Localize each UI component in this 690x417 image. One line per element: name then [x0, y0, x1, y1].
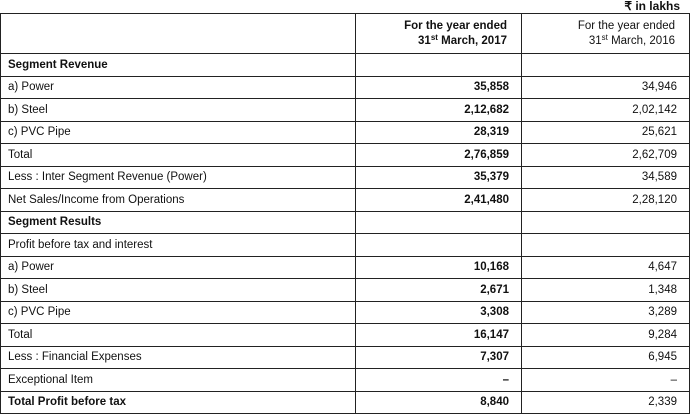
table-row [1, 324, 690, 347]
value-2017: 8,840 [356, 391, 522, 414]
header-2016-day: 31 [588, 34, 602, 47]
row-label: Exceptional Item [1, 369, 356, 392]
header-row [1, 14, 690, 54]
table-row [1, 346, 690, 369]
value-2017: 35,379 [356, 166, 522, 189]
row-label: Total [1, 144, 356, 167]
value-2016: 6,945 [522, 346, 690, 369]
row-label: Profit before tax and interest [1, 234, 356, 257]
value-2017: 2,41,480 [356, 189, 522, 212]
header-2017-day: 31 [418, 34, 431, 47]
value-2016: 9,284 [522, 324, 690, 347]
value-2017: 7,307 [356, 346, 522, 369]
table-row [1, 99, 690, 122]
row-label: Net Sales/Income from Operations [1, 189, 356, 212]
value-2016 [522, 54, 690, 77]
header-2017-sup: st [430, 32, 438, 42]
value-2017: 2,671 [356, 279, 522, 302]
header-2017-rest: March, 2017 [437, 34, 507, 47]
header-2016-rest: March, 2016 [607, 34, 675, 47]
header-blank [1, 14, 356, 54]
value-2016: 4,647 [522, 256, 690, 279]
row-label: Segment Results [1, 211, 356, 234]
value-2017 [356, 54, 522, 77]
table-row [1, 391, 690, 414]
row-label: a) Power [1, 256, 356, 279]
row-label: Total Profit before tax [1, 391, 356, 414]
header-2017-line1: For the year ended [404, 19, 507, 32]
table-row [1, 76, 690, 99]
table-row [1, 279, 690, 302]
table-row [1, 301, 690, 324]
value-2017: 28,319 [356, 121, 522, 144]
value-2016: 34,589 [522, 166, 690, 189]
row-label: b) Steel [1, 99, 356, 122]
row-label: a) Power [1, 76, 356, 99]
value-2017: 3,308 [356, 301, 522, 324]
value-2017 [356, 234, 522, 257]
value-2016: 2,62,709 [522, 144, 690, 167]
value-2016: 2,339 [522, 391, 690, 414]
value-2016: 2,02,142 [522, 99, 690, 122]
table-row [1, 234, 690, 257]
row-label: c) PVC Pipe [1, 121, 356, 144]
value-2016 [522, 211, 690, 234]
value-2017: 16,147 [356, 324, 522, 347]
header-2016 [522, 14, 690, 54]
table-row [1, 166, 690, 189]
row-label: Less : Financial Expenses [1, 346, 356, 369]
value-2016: 3,289 [522, 301, 690, 324]
row-label: Less : Inter Segment Revenue (Power) [1, 166, 356, 189]
row-label: Segment Revenue [1, 54, 356, 77]
header-2017 [356, 14, 522, 54]
value-2016: 1,348 [522, 279, 690, 302]
table-row [1, 144, 690, 167]
value-2016 [522, 234, 690, 257]
segment-table [0, 13, 690, 414]
value-2017 [356, 211, 522, 234]
table-row [1, 256, 690, 279]
table-row [1, 369, 690, 392]
unit-label: ₹ in lakhs [624, 0, 680, 13]
table-row [1, 211, 690, 234]
table-row [1, 54, 690, 77]
header-2016-sup: st [601, 32, 608, 42]
value-2016: 25,621 [522, 121, 690, 144]
row-label: Total [1, 324, 356, 347]
row-label: b) Steel [1, 279, 356, 302]
value-2016: 2,28,120 [522, 189, 690, 212]
row-label: c) PVC Pipe [1, 301, 356, 324]
value-2017: 2,76,859 [356, 144, 522, 167]
value-2017: 10,168 [356, 256, 522, 279]
value-2017: – [356, 369, 522, 392]
value-2016: 34,946 [522, 76, 690, 99]
table-row [1, 121, 690, 144]
value-2016: – [522, 369, 690, 392]
table-row [1, 189, 690, 212]
value-2017: 35,858 [356, 76, 522, 99]
header-2016-line1: For the year ended [577, 19, 675, 32]
value-2017: 2,12,682 [356, 99, 522, 122]
